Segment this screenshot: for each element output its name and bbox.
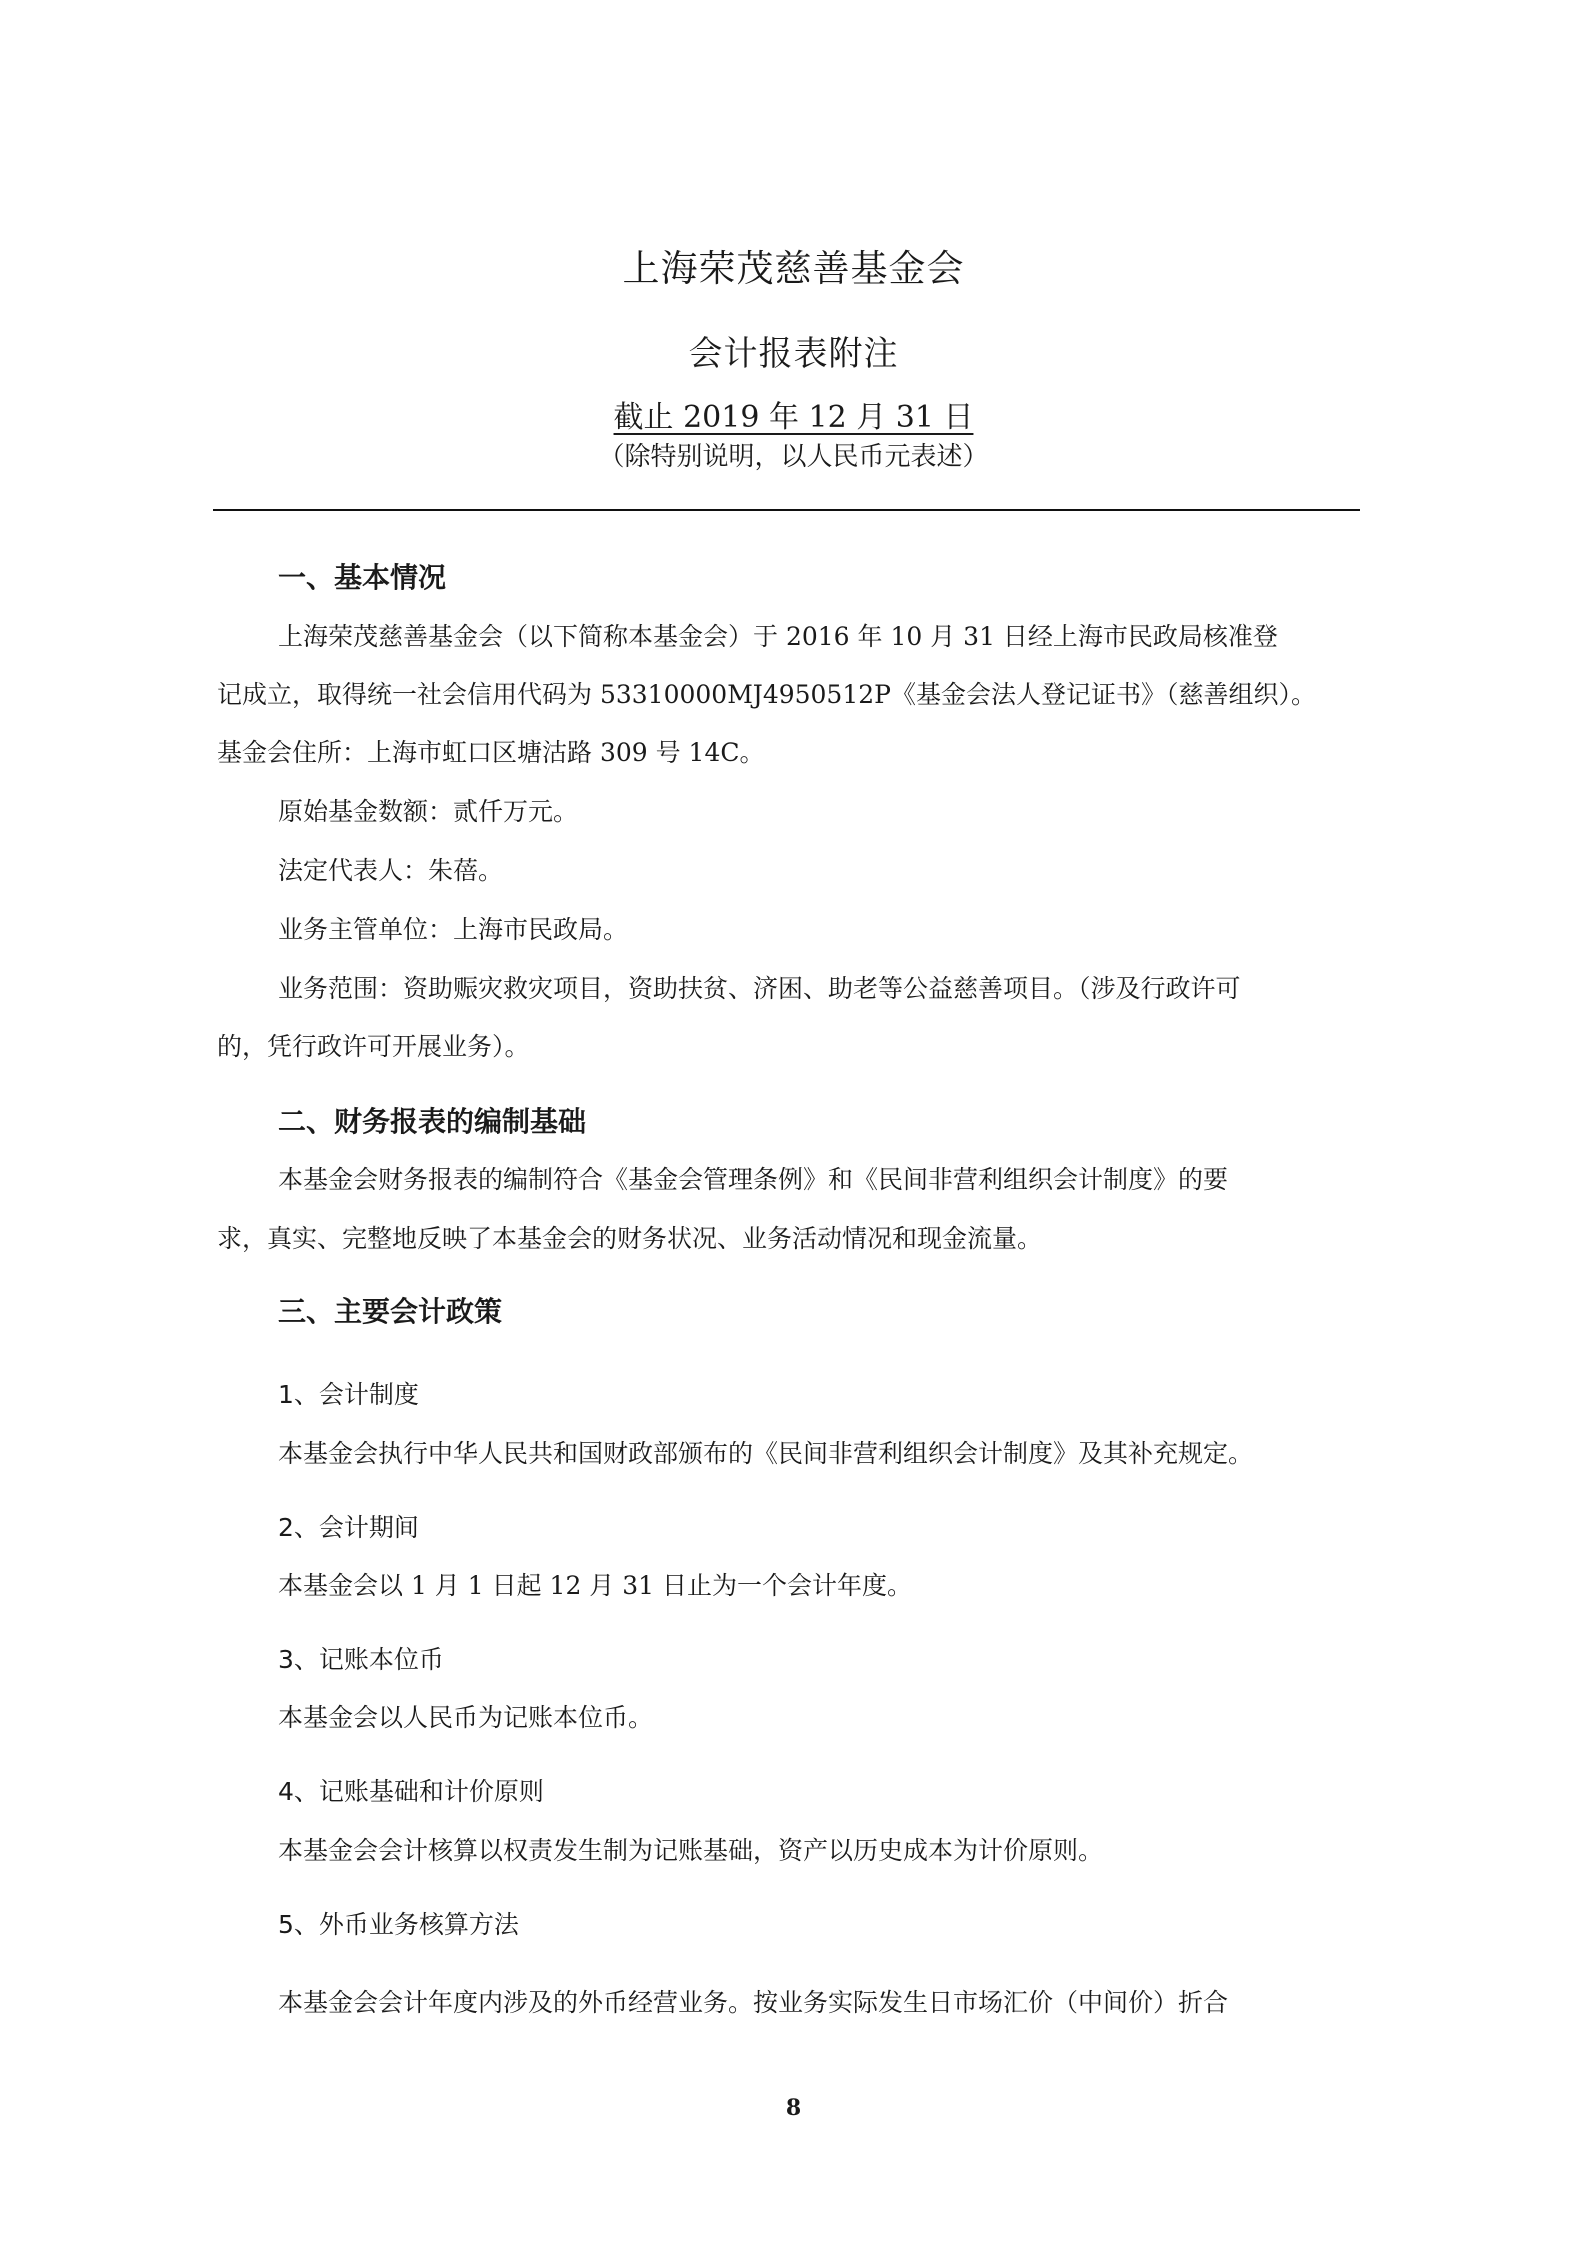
original-fund-line: 原始基金数额：贰仟万元。 xyxy=(278,797,579,826)
subsection-heading: 1、会计制度 xyxy=(278,1380,419,1409)
page-number: 8 xyxy=(785,2095,802,2121)
paragraph-line: 上海荣茂慈善基金会（以下简称本基金会）于 2016 年 10 月 31 日经上海市民政局核准登 xyxy=(278,622,1278,651)
section-heading-basic-info: 一、基本情况 xyxy=(278,561,447,594)
section-heading-accounting-policies: 三、主要会计政策 xyxy=(278,1295,503,1328)
document-subtitle: 会计报表附注 xyxy=(688,334,899,374)
report-date-text: 截止 2019 年 12 月 31 日 xyxy=(613,400,974,435)
section-heading-preparation-basis: 二、财务报表的编制基础 xyxy=(278,1105,587,1138)
subsection-text: 本基金会执行中华人民共和国财政部颁布的《民间非营利组织会计制度》及其补充规定。 xyxy=(278,1439,1254,1468)
subsection-text: 本基金会会计年度内涉及的外币经营业务。按业务实际发生日市场汇价（中间价）折合 xyxy=(278,1988,1229,2017)
business-scope-line: 的，凭行政许可开展业务）。 xyxy=(217,1032,530,1061)
report-date xyxy=(0,392,1587,436)
subsection-text: 本基金会以 1 月 1 日起 12 月 31 日止为一个会计年度。 xyxy=(278,1571,913,1600)
supervising-unit-line: 业务主管单位：上海市民政局。 xyxy=(278,915,629,944)
header-divider xyxy=(213,509,1360,511)
paragraph-line: 基金会住所：上海市虹口区塘沽路 309 号 14C。 xyxy=(217,738,765,767)
subsection-heading: 5、外币业务核算方法 xyxy=(278,1910,519,1939)
subsection-heading: 2、会计期间 xyxy=(278,1513,419,1542)
paragraph-line: 求，真实、完整地反映了本基金会的财务状况、业务活动情况和现金流量。 xyxy=(217,1224,1043,1253)
legal-representative-line: 法定代表人：朱蓓。 xyxy=(278,856,504,885)
subsection-text: 本基金会会计核算以权责发生制为记账基础，资产以历史成本为计价原则。 xyxy=(278,1836,1104,1865)
subsection-heading: 3、记账本位币 xyxy=(278,1645,444,1674)
paragraph-line: 记成立，取得统一社会信用代码为 53310000MJ4950512P《基金会法人登记证书》（慈善组织）。 xyxy=(217,680,1316,709)
paragraph-line: 本基金会财务报表的编制符合《基金会管理条例》和《民间非营利组织会计制度》的要 xyxy=(278,1165,1229,1194)
subsection-heading: 4、记账基础和计价原则 xyxy=(278,1777,544,1806)
currency-note: （除特别说明，以人民币元表述） xyxy=(598,442,989,472)
document-title: 上海荣茂慈善基金会 xyxy=(622,247,965,290)
business-scope-line: 业务范围：资助赈灾救灾项目，资助扶贫、济困、助老等公益慈善项目。（涉及行政许可 xyxy=(278,974,1241,1003)
subsection-text: 本基金会以人民币为记账本位币。 xyxy=(278,1703,654,1732)
